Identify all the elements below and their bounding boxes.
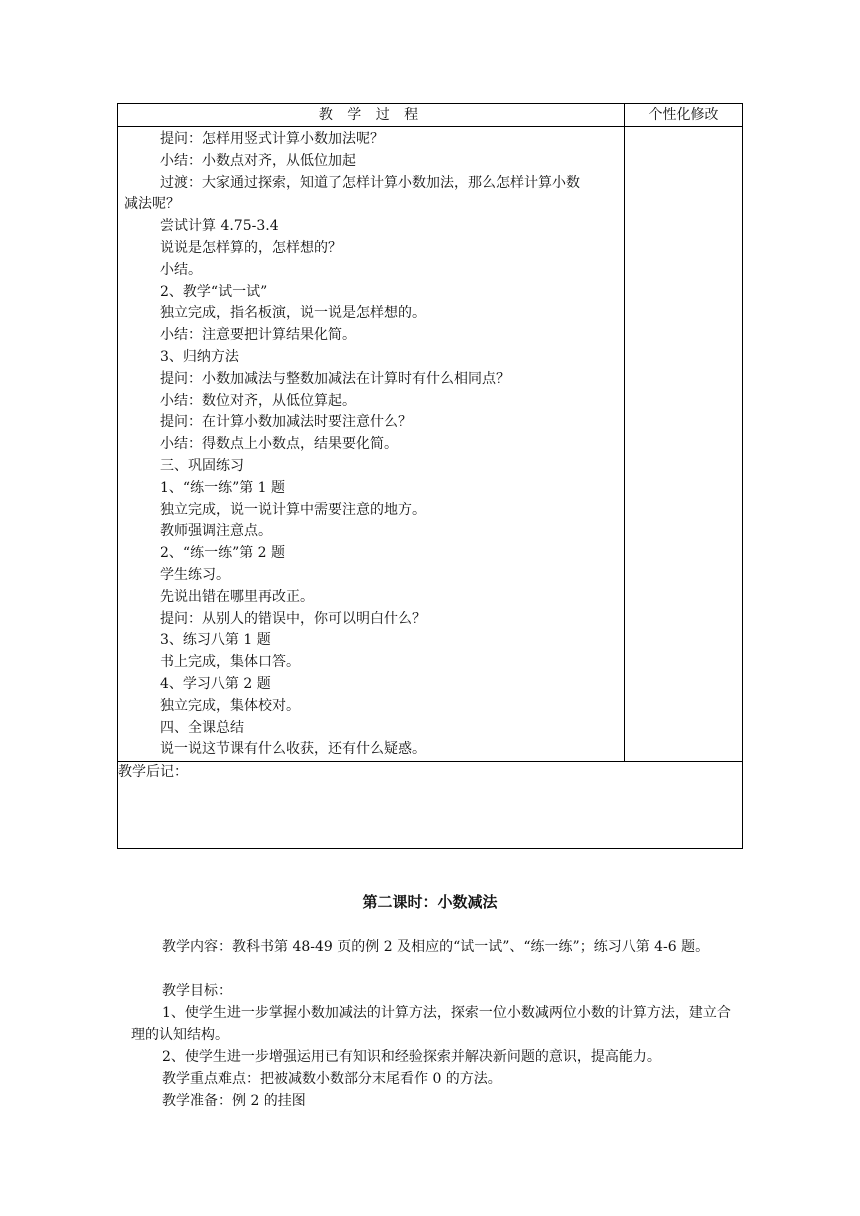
process-line: 独立完成，说一说计算中需要注意的地方。 — [160, 501, 426, 518]
teaching-preparation: 教学准备：例 2 的挂图 — [162, 1093, 306, 1109]
process-line: 说说是怎样算的，怎样想的？ — [160, 239, 342, 256]
process-line: 四、全课总结 — [160, 719, 244, 736]
lesson-table — [117, 103, 743, 849]
header-personalized-modification: 个性化修改 — [625, 104, 743, 127]
process-cell — [118, 127, 625, 762]
teaching-goal-2: 2、使学生进一步增强运用已有知识和经验探索并解决新问题的意识，提高能力。 — [162, 1049, 661, 1065]
process-line: 提问：在计算小数加减法时要注意什么？ — [160, 414, 412, 431]
process-line: 小结：数位对齐，从低位算起。 — [160, 392, 356, 409]
process-line: 提问：怎样用竖式计算小数加法呢？ — [160, 131, 384, 147]
process-line: 1、“练一练”第 1 题 — [160, 479, 286, 496]
modification-cell — [625, 127, 743, 762]
process-line: 4、学习八第 2 题 — [160, 675, 271, 692]
key-points: 教学重点难点：把被减数小数部分末尾看作 0 的方法。 — [162, 1071, 502, 1087]
process-line: 提问：从别人的错误中，你可以明白什么？ — [160, 610, 426, 627]
lesson-title: 第二课时：小数减法 — [362, 893, 498, 911]
process-line: 2、“练一练”第 2 题 — [160, 545, 286, 562]
process-line: 教师强调注意点。 — [160, 523, 272, 540]
teaching-goals-label: 教学目标： — [162, 983, 232, 999]
process-line: 小结。 — [160, 261, 202, 278]
teaching-content: 教学内容：教科书第 48-49 页的例 2 及相应的“试一试”、“练一练”；练习八第 4-6 题。 — [162, 939, 710, 955]
process-line: 学生练习。 — [160, 566, 230, 583]
process-line: 2、教学“试一试” — [160, 283, 268, 300]
process-lines — [118, 127, 624, 761]
process-line: 小结：小数点对齐，从低位加起 — [160, 152, 356, 169]
process-line: 先说出错在哪里再改正。 — [160, 588, 314, 605]
process-line: 尝试计算 4.75-3.4 — [160, 218, 279, 235]
process-line: 独立完成，集体校对。 — [160, 697, 300, 714]
process-line: 3、练习八第 1 题 — [160, 632, 271, 649]
process-line: 三、巩固练习 — [160, 457, 244, 474]
process-line: 提问：小数加减法与整数加减法在计算时有什么相同点？ — [160, 370, 510, 387]
process-line: 3、归纳方法 — [160, 348, 239, 365]
process-line: 小结：注意要把计算结果化简。 — [160, 327, 356, 344]
process-line: 说一说这节课有什么收获，还有什么疑惑。 — [160, 741, 426, 758]
process-line: 过渡：大家通过探索，知道了怎样计算小数加法，那么怎样计算小数 — [160, 174, 580, 191]
process-line: 小结：得数点上小数点，结果要化简。 — [160, 436, 398, 453]
process-line: 独立完成，指名板演，说一说是怎样想的。 — [160, 305, 426, 322]
teaching-notes-cell — [118, 762, 743, 849]
header-teaching-process: 教 学 过 程 — [118, 104, 625, 127]
process-line: 减法呢？ — [124, 196, 180, 213]
teaching-goal-1: 1、使学生进一步掌握小数加减法的计算方法，探索一位小数减两位小数的计算方法，建立合理的认知结构。 — [131, 1005, 731, 1043]
process-line: 书上完成，集体口答。 — [160, 654, 300, 671]
teaching-notes-label: 教学后记： — [118, 764, 188, 781]
